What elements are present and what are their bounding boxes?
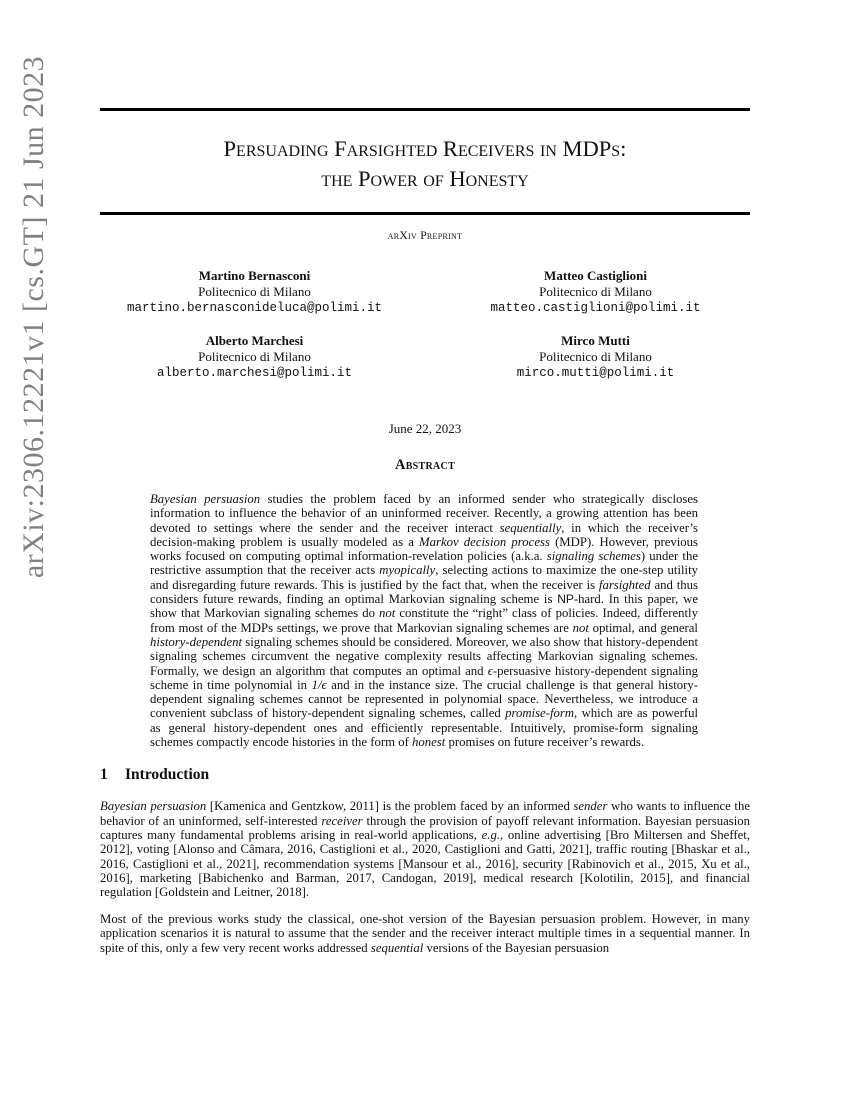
author-email[interactable]: martino.bernasconideluca@polimi.it — [126, 301, 383, 315]
title-top-rule — [100, 108, 750, 111]
abstract-text — [150, 492, 698, 749]
abstract-span: promises on future receiver’s rewards. — [445, 735, 645, 750]
abstract-emphasis: honest — [412, 735, 446, 750]
abstract-emphasis: Bayesian persuasion — [150, 492, 261, 506]
intro-paragraph-2 — [100, 912, 750, 955]
intro-paragraph-1 — [100, 799, 750, 899]
abstract-span: signaling schemes should be considered. Moreover, we also show that history-dependent signaling schemes circumvent the negative complexity results affecting Markovian signaling schemes. Formally, we design an algorithm that computes an optimal and — [150, 634, 698, 678]
section-number: 1 — [100, 766, 108, 784]
arxiv-identifier: arXiv:2306.12221v1 [cs.GT] 21 Jun 2023 — [17, 55, 50, 579]
body-emphasis: receiver — [321, 813, 363, 828]
section-heading — [100, 766, 750, 784]
title-line-1: Persuading Farsighted Receivers in MDPs: — [223, 136, 627, 161]
abstract-span: and in the instance size. The crucial challenge is that general history-dependent signaling schemes cannot be represented in polynomial space. Nevertheless, we introduce a convenient subclass of history-dependent signaling schemes, called — [150, 677, 698, 721]
author-email[interactable]: matteo.castiglioni@polimi.it — [490, 301, 701, 315]
body-span: who wants to influence the behavior of an uninformed, self-interested — [100, 799, 750, 828]
abstract-span: constitute the “right” class of policies. Indeed, differently from most of the MDPs settings, we prove that Markovian signaling schemes are — [150, 606, 698, 635]
body-emphasis: sender — [573, 799, 608, 814]
author-email[interactable]: mirco.mutti@polimi.it — [516, 366, 675, 380]
author-name: Mirco Mutti — [561, 333, 630, 348]
abstract-emphasis: farsighted — [598, 577, 651, 592]
author-block — [84, 268, 766, 381]
author-card — [425, 333, 766, 381]
abstract-span: -hard. In this paper, we show that Markovian signaling schemes do — [150, 592, 698, 621]
author-affiliation: Politecnico di Milano — [539, 284, 652, 299]
body-span: through the provision of payoff relevant information. Bayesian persuasion captures many fundamental problems arising in real-world applications, — [100, 813, 750, 842]
paper-page — [100, 108, 750, 968]
abstract-emphasis: signaling schemes — [546, 549, 641, 564]
abstract-span: (MDP). However, previous works focused on computing optimal information-revelation policies (a.k.a. — [150, 534, 698, 564]
complexity-class: NP — [557, 592, 574, 607]
abstract-emphasis: not — [379, 606, 396, 621]
abstract-emphasis: myopically — [379, 563, 436, 578]
body-span: [Kamenica and Gentzkow, 2011] is the problem faced by an informed — [206, 799, 574, 814]
abstract-span: studies the problem faced by an informed sender who strategically discloses information to influence the behavior of an uninformed receiver. Recently, a growing attention has been devoted to settings where the sender and the receiver interact — [150, 492, 698, 535]
body-emphasis: e.g. — [481, 827, 501, 842]
math-epsilon: ϵ — [487, 663, 493, 678]
body-span: Most of the previous works study the classical, one-shot version of the Bayesian persuasion problem. However, in many application scenarios it is natural to assume that the sender and the receiver interact multiple times in a sequential manner. In spite of this, only a few very recent works addressed — [100, 912, 750, 955]
author-email[interactable]: alberto.marchesi@polimi.it — [156, 366, 353, 380]
abstract-emphasis: sequentially — [499, 520, 562, 535]
abstract-span: -persuasive history-dependent signaling scheme in time polynomial in — [150, 663, 698, 692]
body-span: versions of the Bayesian persuasion — [423, 940, 610, 955]
abstract-span: optimal, and general — [588, 620, 698, 635]
author-affiliation: Politecnico di Milano — [539, 349, 652, 364]
title-line-2: the Power of Honesty — [321, 166, 529, 191]
abstract-span: , which are as powerful as general history-dependent ones and efficiently representable. Intuitively, promise-form signaling schemes compactly encode histories in the form of — [150, 706, 698, 750]
body-span: , online advertising [Bro Miltersen and Sheffet, 2012], voting [Alonso and Câmara, 2016, Castiglioni et al., 2020, Castiglioni and Gatti, 2021], traffic routing [Bhaskar et al., 2016, Castiglioni et al., 2021], recommendation systems [Mansour et al., 2016], security [Rabinovich et al., 2015, Xu et al., 2016], marketing [Babichenko and Barman, 2017, Candogan, 2019], medical research [Kolotilin, 2015], and financial regulation [Goldstein and Leitner, 2018]. — [100, 827, 750, 900]
title-bottom-rule — [100, 212, 750, 215]
abstract-span: ) under the restrictive assumption that the receiver acts — [150, 549, 698, 578]
paper-title — [100, 134, 750, 194]
author-name: Alberto Marchesi — [205, 333, 304, 348]
author-name: Matteo Castiglioni — [544, 268, 647, 283]
author-name: Martino Bernasconi — [198, 268, 311, 283]
abstract-emphasis: history-dependent — [150, 634, 243, 649]
abstract-span: and thus considers future rewards, finding an optimal Markovian signaling scheme is — [150, 577, 698, 607]
abstract-span: , selecting actions to maximize the one-step utility and disregarding future rewards. This is justified by the fact that, when the receiver is — [150, 563, 698, 592]
abstract-emphasis: not — [572, 620, 589, 635]
abstract-emphasis: Markov decision process — [419, 534, 550, 549]
author-affiliation: Politecnico di Milano — [198, 284, 311, 299]
preprint-tag: arXiv Preprint — [387, 230, 463, 242]
math-inverse-epsilon: 1/ϵ — [311, 677, 327, 692]
abstract-emphasis: promise-form — [505, 706, 575, 721]
author-card — [84, 333, 425, 381]
abstract-span: , in which the receiver’s decision-making problem is usually modeled as a — [150, 520, 698, 549]
abstract-heading: Abstract — [394, 457, 456, 473]
author-affiliation: Politecnico di Milano — [198, 349, 311, 364]
body-emphasis: sequential — [370, 940, 424, 955]
section-title: Introduction — [125, 766, 210, 784]
publication-date: June 22, 2023 — [388, 421, 462, 436]
body-emphasis: Bayesian persuasion — [100, 799, 207, 814]
author-card — [84, 268, 425, 316]
author-card — [425, 268, 766, 316]
